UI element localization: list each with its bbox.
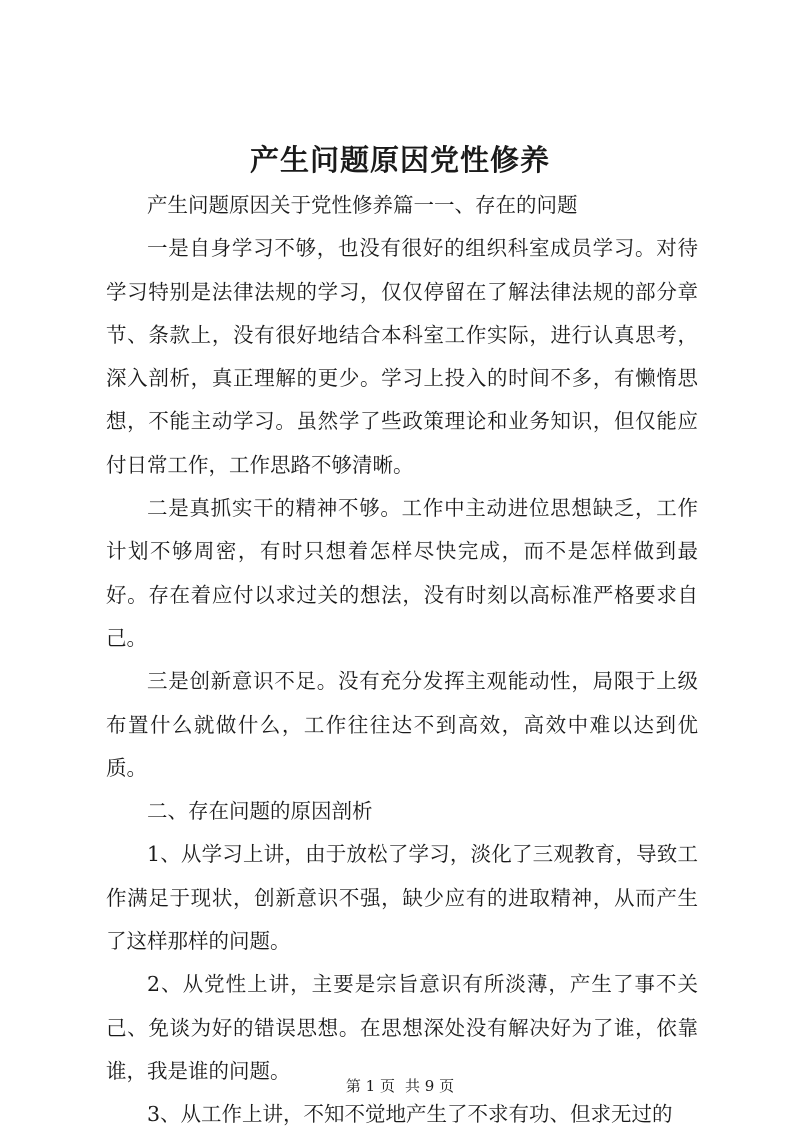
paragraph-point-1: 一是自身学习不够，也没有很好的组织科室成员学习。对待学习特别是法律法规的学习，仅仅停留在了解法律法规的部分章节、条款上，没有很好地结合本科室工作实际，进行认真思考，深入剖析，真正理解的更少。学习上投入的时间不多，有懒惰思想，不能主动学习。虽然学了些政策理论和业务知识，但仅能应付日常工作，工作思路不够清晰。	[106, 236, 698, 477]
paragraph-cause-1: 1、从学习上讲，由于放松了学习，淡化了三观教育，导致工作满足于现状，创新意识不强，缺少应有的进取精神，从而产生了这样那样的问题。	[106, 842, 698, 954]
page-number: 第 1 页	[345, 1077, 395, 1095]
page-footer	[0, 1076, 800, 1096]
page-total: 共 9 页	[405, 1077, 455, 1095]
document-title: 产生问题原因党性修养	[249, 143, 550, 177]
paragraph-cause-2: 2、从党性上讲，主要是宗旨意识有所淡薄，产生了事不关己、免谈为好的错误思想。在思想深处没有解决好为了谁，依靠谁，我是谁的问题。	[106, 972, 698, 1083]
paragraph-point-2: 二是真抓实干的精神不够。工作中主动进位思想缺乏，工作计划不够周密，有时只想着怎样尽快完成，而不是怎样做到最好。存在着应付以求过关的想法，没有时刻以高标准严格要求自己。	[106, 496, 698, 650]
paragraph-cause-3: 3、从工作上讲，不知不觉地产生了不求有功、但求无过的	[147, 1102, 673, 1127]
document-body	[106, 184, 698, 1137]
paragraph-point-3: 三是创新意识不足。没有充分发挥主观能动性，局限于上级布置什么就做什么，工作往往达不到高效，高效中难以达到优质。	[106, 669, 698, 780]
paragraph-section-heading-2: 二、存在问题的原因剖析	[147, 799, 373, 824]
paragraph-section-heading-1: 产生问题原因关于党性修养篇一一、存在的问题	[147, 193, 578, 217]
